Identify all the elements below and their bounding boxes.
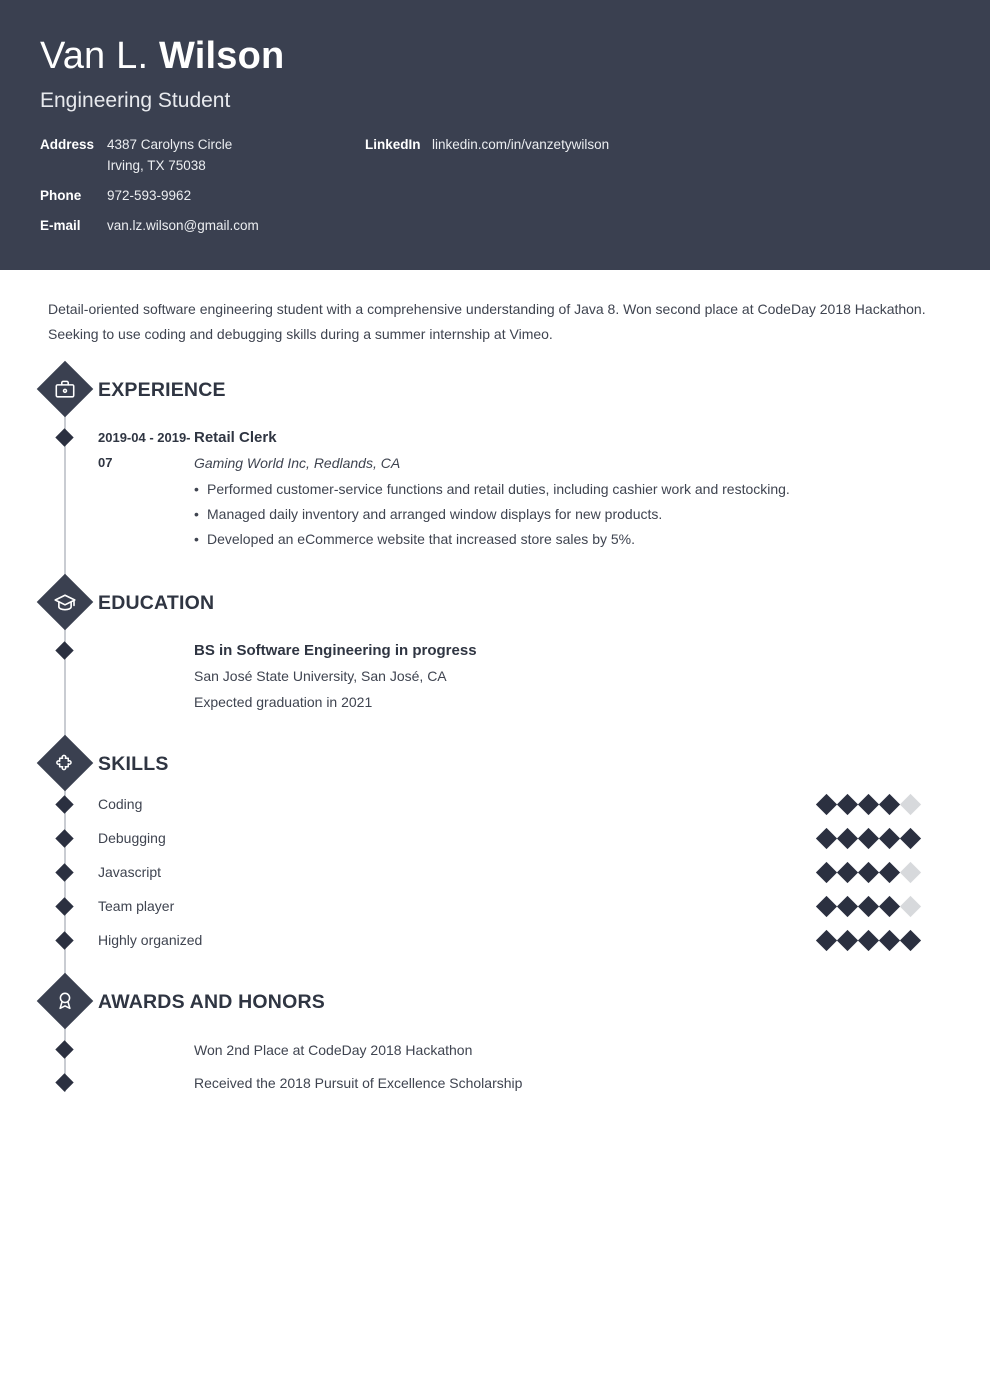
timeline-bullet-icon — [55, 897, 73, 915]
section-title-experience: EXPERIENCE — [98, 378, 226, 401]
education-entry — [40, 638, 950, 715]
experience-job-title: Retail Clerk — [194, 429, 277, 446]
skill-row — [40, 923, 950, 957]
rating-diamond-filled — [879, 929, 900, 950]
list-item: • Managed daily inventory and arranged window displays for new products. — [194, 502, 950, 527]
puzzle-piece-icon — [37, 735, 94, 792]
rating-diamond-filled — [900, 827, 921, 848]
rating-diamond-filled — [837, 827, 858, 848]
education-dates — [98, 638, 194, 715]
skill-row — [40, 855, 950, 889]
award-ribbon-icon — [37, 973, 94, 1030]
award-entry — [40, 1070, 950, 1096]
skill-name: Highly organized — [98, 932, 203, 948]
timeline-bullet-icon — [55, 863, 73, 881]
rating-diamond-filled — [879, 861, 900, 882]
contact-column-left — [40, 136, 400, 247]
section-header-skills — [40, 741, 950, 787]
section-education — [40, 580, 950, 715]
contact-row-linkedin — [365, 136, 865, 154]
contact-label-phone: Phone — [40, 188, 82, 203]
timeline-bullet-icon — [55, 931, 73, 949]
rating-diamond-filled — [900, 929, 921, 950]
skill-row — [40, 821, 950, 855]
timeline-bullet-icon — [55, 1040, 73, 1058]
award-text: Won 2nd Place at CodeDay 2018 Hackathon — [194, 1042, 473, 1058]
skill-rating — [819, 797, 918, 812]
contact-value-linkedin[interactable]: linkedin.com/in/vanzetywilson — [432, 137, 610, 152]
section-header-education — [40, 580, 950, 626]
contact-label-email: E-mail — [40, 218, 81, 233]
rating-diamond-filled — [858, 895, 879, 916]
rating-diamond-filled — [816, 827, 837, 848]
award-entry — [40, 1037, 950, 1063]
section-header-awards — [40, 979, 950, 1025]
last-name: Wilson — [159, 35, 285, 77]
section-title-awards: AWARDS AND HONORS — [98, 990, 325, 1013]
rating-diamond-filled — [816, 895, 837, 916]
section-awards — [40, 979, 950, 1096]
experience-dates: 2019-04 - 2019-07 — [98, 430, 191, 470]
contact-label-linkedin: LinkedIn — [365, 137, 421, 152]
rating-diamond-filled — [879, 793, 900, 814]
professional-summary: Detail-oriented software engineering student with a comprehensive understanding of Java 8. Won second place at CodeDay 2018 Hackathon. Seeking to use coding and debugging skills during a summer internship at Vimeo. — [48, 301, 926, 342]
rating-diamond-filled — [858, 793, 879, 814]
skill-name: Javascript — [98, 864, 162, 880]
contact-value-phone: 972-593-9962 — [107, 188, 192, 203]
rating-diamond-filled — [837, 895, 858, 916]
timeline — [40, 367, 950, 1096]
rating-diamond-filled — [837, 929, 858, 950]
rating-diamond-filled — [816, 861, 837, 882]
rating-diamond-filled — [858, 827, 879, 848]
contact-row-phone — [40, 187, 400, 205]
section-header-experience — [40, 367, 950, 413]
graduation-cap-icon — [37, 574, 94, 631]
skills-list — [40, 787, 950, 957]
contact-value-address: 4387 Carolyns Circle — [107, 137, 233, 152]
timeline-bullet-icon — [55, 829, 73, 847]
list-item: • Performed customer-service functions and retail duties, including cashier work and restocking. — [194, 477, 950, 502]
rating-diamond-filled — [858, 861, 879, 882]
experience-company: Gaming World Inc, Redlands, CA — [194, 455, 401, 471]
skill-rating — [819, 865, 918, 880]
skill-rating — [819, 933, 918, 948]
education-school: San José State University, San José, CA — [194, 668, 447, 684]
job-title: Engineering Student — [40, 89, 231, 112]
skill-name: Debugging — [98, 830, 166, 846]
contact-value-email[interactable]: van.lz.wilson@gmail.com — [107, 218, 259, 233]
list-item: • Developed an eCommerce website that increased store sales by 5%. — [194, 527, 950, 552]
contact-row-address — [40, 136, 400, 154]
rating-diamond-filled — [816, 793, 837, 814]
resume-header — [0, 0, 990, 270]
rating-diamond-empty — [900, 895, 921, 916]
resume-body — [0, 297, 990, 1096]
timeline-bullet-icon — [55, 428, 73, 446]
skill-rating — [819, 899, 918, 914]
section-experience — [40, 367, 950, 552]
first-name: Van L. — [40, 35, 149, 77]
timeline-bullet-icon — [55, 641, 73, 659]
page-title — [40, 33, 950, 79]
section-title-skills: SKILLS — [98, 752, 169, 775]
rating-diamond-empty — [900, 861, 921, 882]
rating-diamond-filled — [879, 827, 900, 848]
education-degree: BS in Software Engineering in progress — [194, 642, 477, 659]
timeline-bullet-icon — [55, 795, 73, 813]
rating-diamond-filled — [858, 929, 879, 950]
skill-row — [40, 889, 950, 923]
contact-column-right — [365, 136, 865, 166]
briefcase-icon — [37, 361, 94, 418]
skill-name: Team player — [98, 898, 175, 914]
rating-diamond-filled — [837, 793, 858, 814]
skill-rating — [819, 831, 918, 846]
rating-diamond-empty — [900, 793, 921, 814]
rating-diamond-filled — [837, 861, 858, 882]
timeline-bullet-icon — [55, 1073, 73, 1091]
contact-value-address-line2: Irving, TX 75038 — [107, 158, 206, 173]
experience-bullets — [194, 477, 950, 552]
experience-entry — [40, 425, 950, 552]
contact-row-email — [40, 217, 400, 235]
skill-name: Coding — [98, 796, 143, 812]
section-title-education: EDUCATION — [98, 591, 215, 614]
rating-diamond-filled — [816, 929, 837, 950]
section-skills — [40, 741, 950, 957]
award-text: Received the 2018 Pursuit of Excellence Scholarship — [194, 1075, 523, 1091]
contact-label-address: Address — [40, 137, 95, 152]
skill-row — [40, 787, 950, 821]
education-graduation: Expected graduation in 2021 — [194, 694, 373, 710]
rating-diamond-filled — [879, 895, 900, 916]
